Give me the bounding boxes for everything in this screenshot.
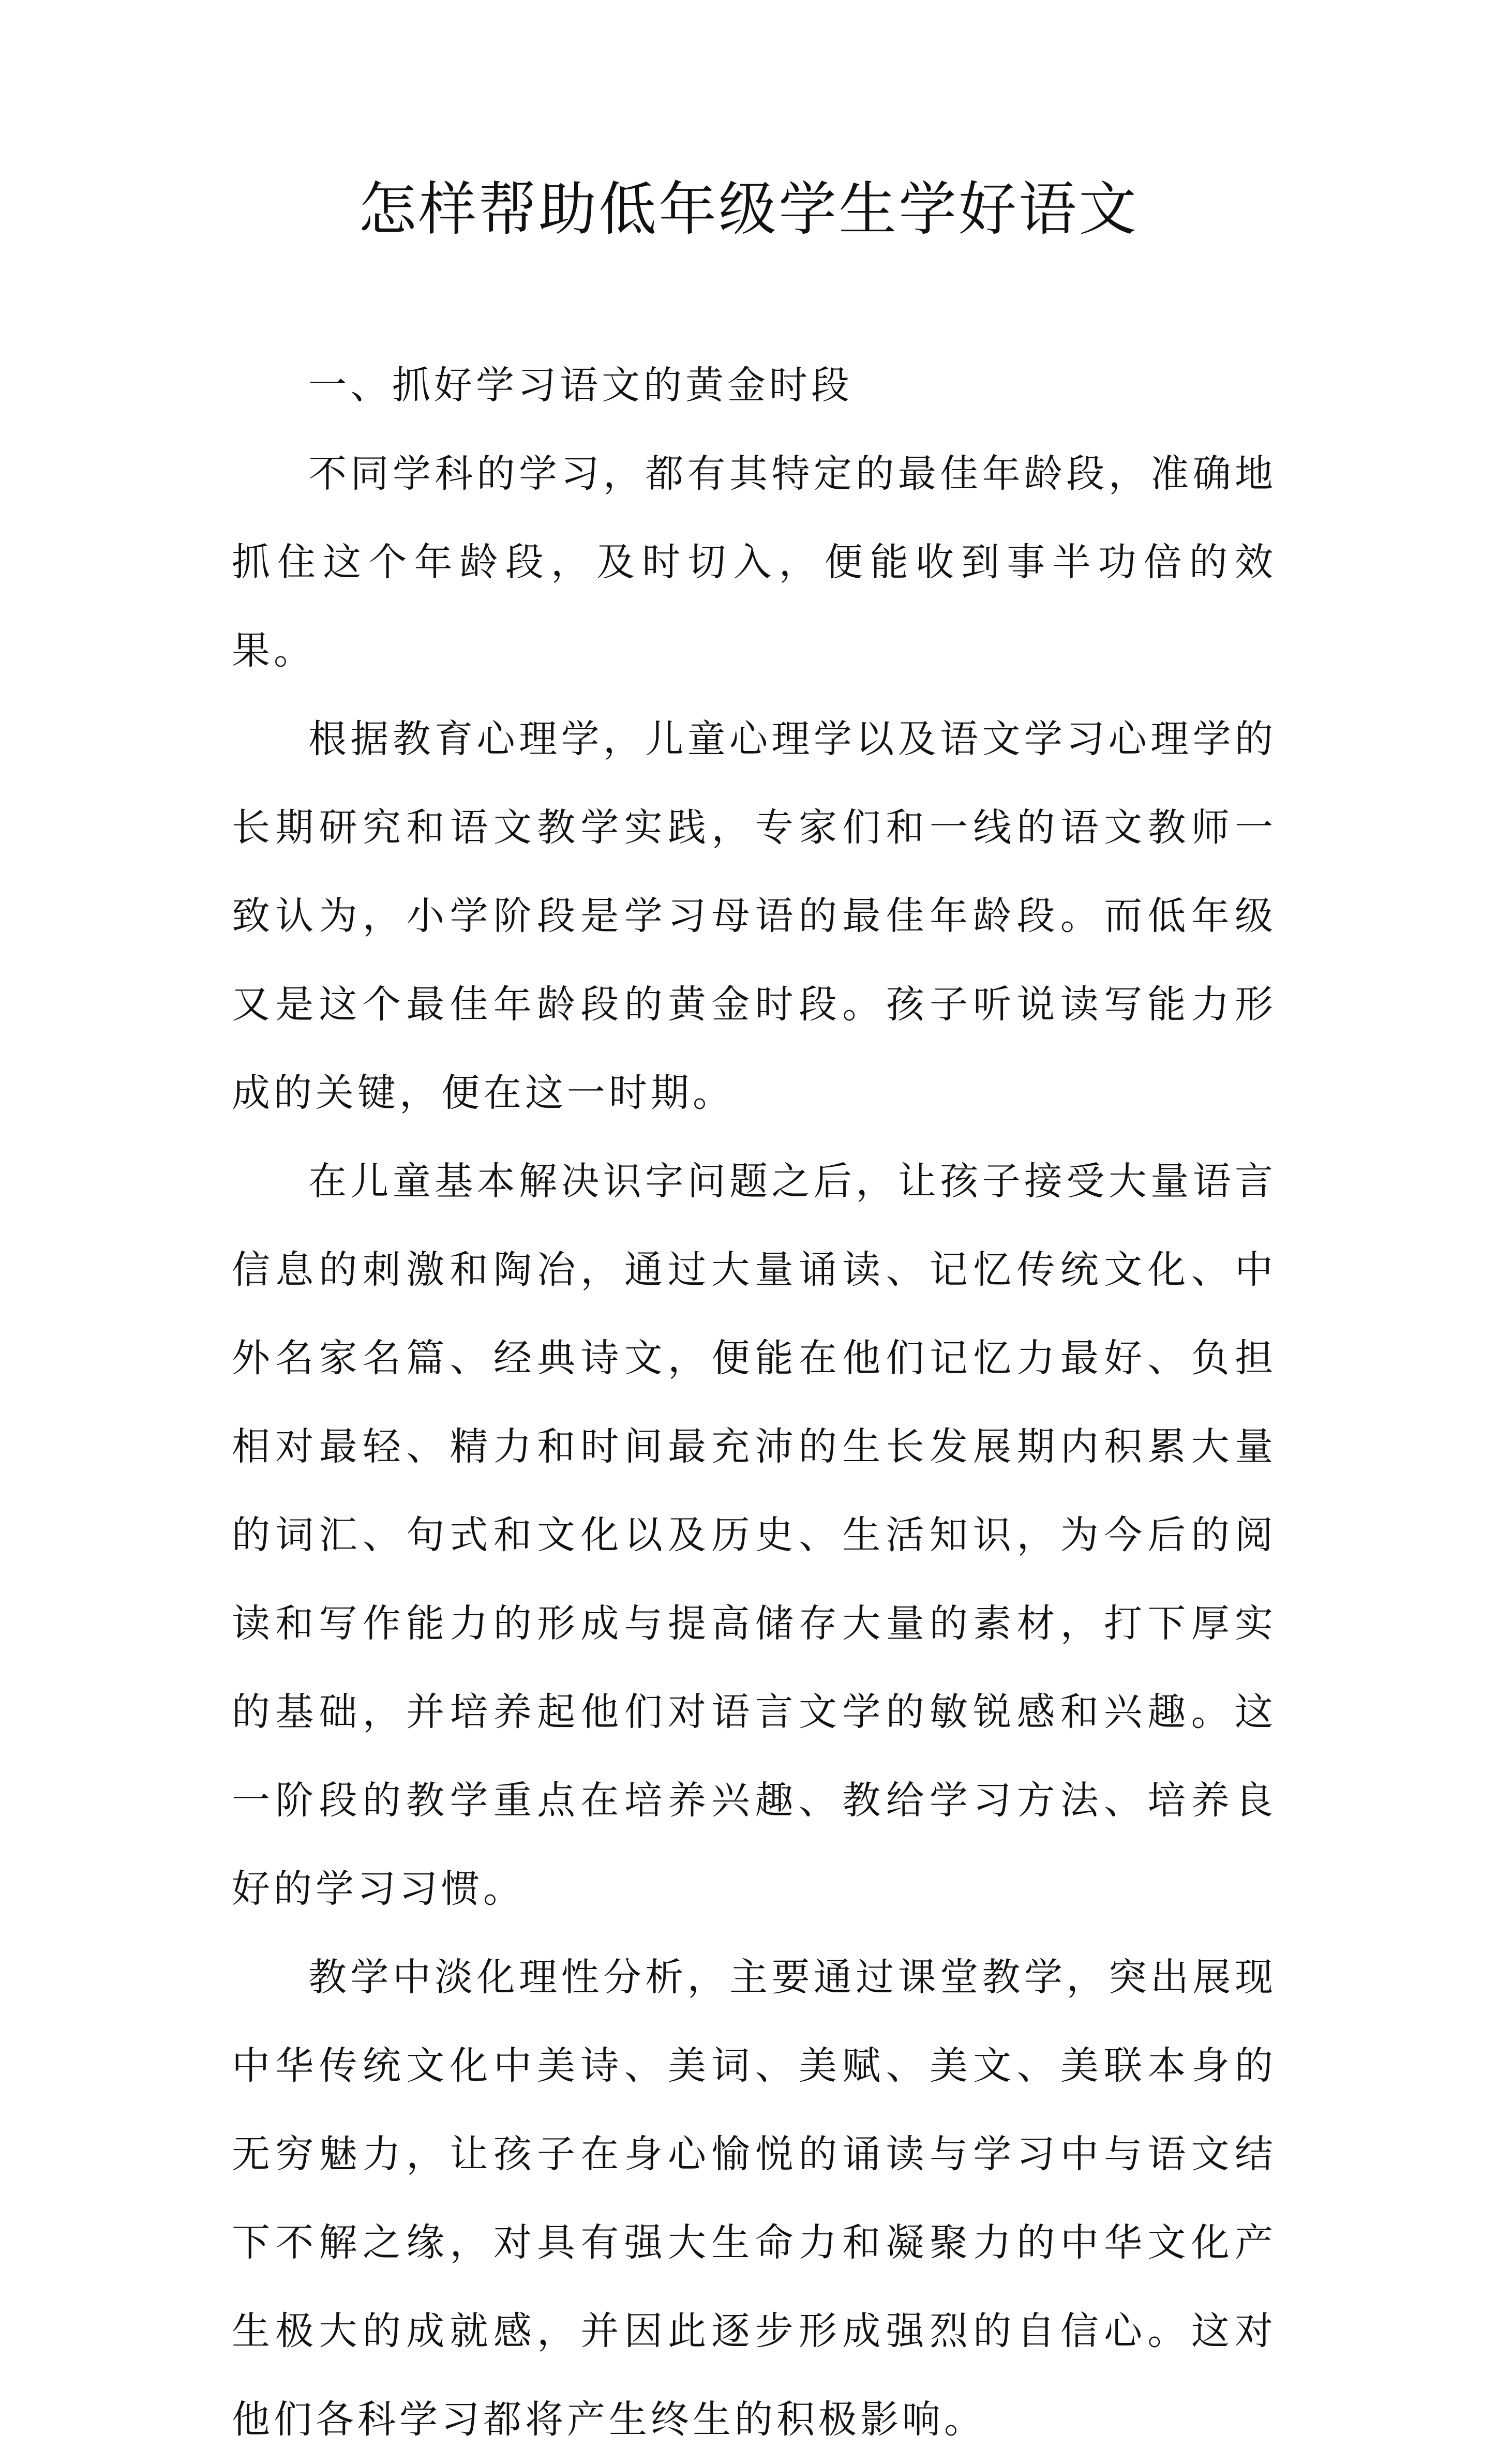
paragraph: 教学中淡化理性分析，主要通过课堂教学，突出展现中华传统文化中美诗、美词、美赋、美文、美联本身的无穷魅力，让孩子在身心愉悦的诵读与学习中与语文结下不解之缘，对具有强大生命力和凝聚力的中华文化产生极大的成就感，并因此逐步形成强烈的自信心。这对他们各科学习都将产生终生的积极影响。 — [232, 1955, 1277, 2442]
document-title: 怎样帮助低年级学生学好语文 — [358, 176, 1139, 243]
paragraph: 根据教育心理学，儿童心理学以及语文学习心理学的长期研究和语文教学实践，专家们和一线的语文教师一致认为，小学阶段是学习母语的最佳年龄段。而低年级又是这个最佳年龄段的黄金时段。孩子听说读写能力形成的关键，便在这一时期。 — [232, 717, 1277, 1115]
paragraph: 不同学科的学习，都有其特定的最佳年龄段，准确地抓住这个年龄段，及时切入，便能收到事半功倍的效果。 — [232, 452, 1277, 673]
document-body — [232, 341, 1277, 2464]
paragraph: 在儿童基本解决识字问题之后，让孩子接受大量语言信息的刺激和陶冶，通过大量诵读、记忆传统文化、中外名家名篇、经典诗文，便能在他们记忆力最好、负担相对最轻、精力和时间最充沛的生长发展期内积累大量的词汇、句式和文化以及历史、生活知识，为今后的阅读和写作能力的形成与提高储存大量的素材，打下厚实的基础，并培养起他们对语言文学的敏锐感和兴趣。这一阶段的教学重点在培养兴趣、教给学习方法、培养良好的学习习惯。 — [232, 1159, 1277, 1911]
section-heading: 一、抓好学习语文的黄金时段 — [308, 363, 853, 408]
